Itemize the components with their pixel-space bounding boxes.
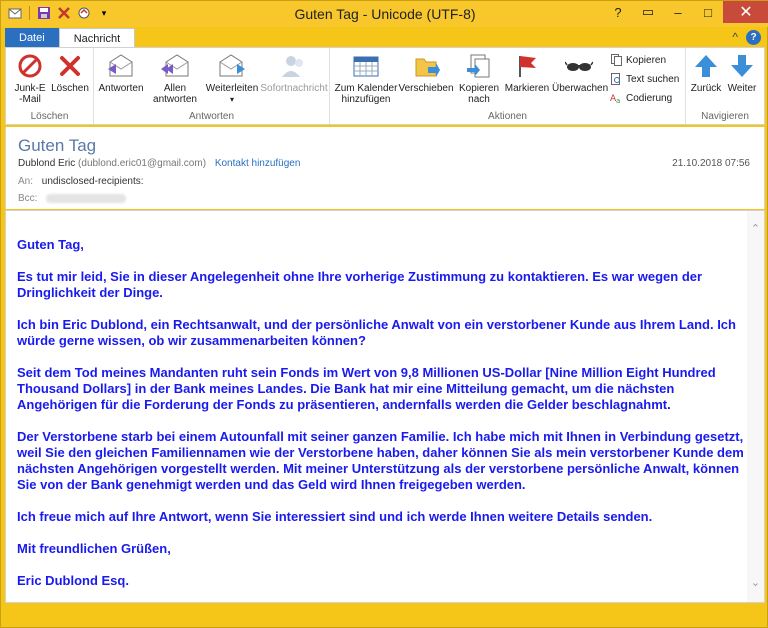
copy-button[interactable] bbox=[610, 54, 666, 66]
paragraph-apology: Es tut mir leid, Sie in dieser Angelegenheit ohne Ihre vorherige Zustimmung zu kontaktieren. Es war wegen der Dringlichkeit der Dinge. bbox=[17, 269, 703, 300]
reply-label: Antworten bbox=[98, 83, 144, 94]
ribbon-right-controls bbox=[732, 30, 761, 45]
find-text-label: Text suchen bbox=[626, 73, 680, 85]
move-label: Verschieben bbox=[398, 83, 454, 94]
delete-label: Löschen bbox=[51, 83, 89, 94]
copy-icon bbox=[610, 54, 622, 66]
people-icon bbox=[279, 52, 309, 80]
greeting: Guten Tag, bbox=[17, 237, 84, 252]
paragraph-fund: Seit dem Tod meines Mandanten ruht sein Fonds im Wert von 9,8 Millionen US-Dollar [Nine Million Eight Hundred Thousand Dollars] in der Bank meines Landes. Die Bank hat mir eine Mitteilung gemacht, um die nächsten Angehörigen für die Forderung der Fonds zu präsentieren, andernfalls werden die Gelder beschlagnahmt. bbox=[17, 365, 716, 412]
svg-text:A: A bbox=[610, 94, 617, 104]
reply-all-icon bbox=[160, 52, 190, 80]
flag-icon bbox=[512, 52, 542, 80]
window-controls bbox=[603, 1, 768, 23]
junk-icon bbox=[15, 52, 45, 80]
glasses-icon bbox=[564, 52, 594, 80]
sender-name[interactable]: Dublond Eric bbox=[18, 158, 76, 169]
customize-toolbar-icon[interactable]: ▾ bbox=[101, 7, 107, 18]
tab-datei[interactable]: Datei bbox=[5, 28, 59, 48]
group-loeschen bbox=[6, 48, 94, 124]
tab-nachricht[interactable]: Nachricht bbox=[59, 28, 135, 48]
group-antworten bbox=[94, 48, 330, 124]
add-to-calendar-button[interactable] bbox=[334, 52, 398, 105]
copy-to-button[interactable] bbox=[454, 52, 504, 105]
reply-all-button[interactable] bbox=[150, 52, 200, 105]
sender-email: (dublond.eric01@gmail.com) bbox=[78, 158, 207, 169]
to-recipients: undisclosed-recipients: bbox=[41, 176, 144, 187]
group-label-loeschen: Löschen bbox=[30, 111, 69, 122]
scroll-up-icon[interactable]: ⌃ bbox=[750, 223, 761, 235]
reply-button[interactable] bbox=[96, 52, 146, 94]
encoding-button[interactable] bbox=[610, 92, 672, 104]
find-text-button[interactable] bbox=[610, 73, 679, 85]
move-button[interactable] bbox=[398, 52, 454, 94]
forward-label: Weiterleiten bbox=[205, 83, 259, 94]
ribbon-tabs bbox=[5, 28, 135, 48]
copy-to-label: Kopieren nach bbox=[458, 83, 500, 105]
maximize-button[interactable]: □ bbox=[704, 4, 712, 20]
status-strip bbox=[5, 603, 765, 625]
group-label-navigieren: Navigieren bbox=[701, 111, 749, 122]
forward-dropdown-icon[interactable]: ▾ bbox=[229, 95, 234, 104]
flag-button[interactable] bbox=[502, 52, 552, 94]
signature: Eric Dublond Esq. bbox=[17, 573, 129, 588]
junk-label: Junk-E -Mail bbox=[14, 83, 46, 105]
instant-message-label: Sofortnachricht bbox=[260, 83, 328, 94]
close-button[interactable]: ✕ bbox=[723, 1, 768, 23]
delete-button[interactable] bbox=[50, 52, 90, 94]
group-aktionen bbox=[330, 48, 686, 124]
instant-message-button bbox=[260, 52, 328, 94]
paragraph-intro: Ich bin Eric Dublond, ein Rechtsanwalt, und der persönliche Anwalt von ein verstorbener Kunde aus Ihrem Land. Ich würde gerne wissen, ob wir zusammenarbeiten können? bbox=[17, 317, 736, 348]
message-header bbox=[5, 127, 765, 209]
back-button[interactable] bbox=[688, 52, 724, 94]
bcc-redacted bbox=[46, 194, 126, 203]
reply-all-label: Allen antworten bbox=[153, 83, 197, 105]
sender-line bbox=[18, 158, 300, 169]
ribbon bbox=[5, 47, 765, 125]
bcc-line bbox=[18, 193, 126, 204]
help-question-icon[interactable]: ? bbox=[614, 4, 622, 20]
encoding-icon bbox=[610, 92, 622, 104]
next-label: Weiter bbox=[727, 83, 757, 94]
arrow-up-icon bbox=[691, 52, 721, 80]
copy-label: Kopieren bbox=[626, 54, 667, 66]
window-title: Guten Tag - Unicode (UTF-8) bbox=[294, 6, 476, 22]
to-label: An: bbox=[18, 176, 34, 187]
sign-off: Mit freundlichen Grüßen, bbox=[17, 541, 171, 556]
message-body[interactable] bbox=[5, 210, 765, 603]
watch-label: Überwachen bbox=[552, 83, 609, 94]
encoding-label: Codierung bbox=[626, 92, 673, 104]
find-icon bbox=[610, 73, 622, 85]
scroll-down-icon[interactable]: ⌄ bbox=[750, 577, 761, 589]
message-subject: Guten Tag bbox=[18, 136, 97, 155]
title-bar bbox=[1, 1, 768, 27]
arrow-down-icon bbox=[727, 52, 757, 80]
forward-icon bbox=[217, 52, 247, 80]
group-label-aktionen: Aktionen bbox=[488, 111, 527, 122]
back-label: Zurück bbox=[690, 83, 722, 94]
reply-icon bbox=[106, 52, 136, 80]
collapse-ribbon-icon[interactable]: ^ bbox=[732, 30, 738, 44]
next-button[interactable] bbox=[724, 52, 760, 94]
paragraph-accident: Der Verstorbene starb bei einem Autounfall mit seiner ganzen Familie. Ich habe mich mit Ihnen in Verbindung gesetzt, weil Sie den gleichen Familiennamen wie der Verstorbene haben, daher können Sie als mein verstorbener Kunde dem nächsten Angehörigen vorgestellt werden. Mit meiner Unterstützung als der verstorbene persönliche Anwalt, können Sie von der Bank genehmigt werden und das Geld wird Ihnen freigegeben werden. bbox=[17, 429, 744, 492]
folder-move-icon bbox=[411, 52, 441, 80]
help-icon[interactable]: ? bbox=[746, 30, 761, 45]
forward-button[interactable] bbox=[204, 52, 260, 105]
minimize-button[interactable]: – bbox=[674, 4, 682, 20]
vertical-scrollbar[interactable] bbox=[747, 211, 764, 602]
bcc-label: Bcc: bbox=[18, 193, 38, 204]
message-date: 21.10.2018 07:56 bbox=[672, 158, 750, 169]
junk-mail-button[interactable] bbox=[10, 52, 50, 105]
group-label-antworten: Antworten bbox=[188, 111, 235, 122]
ribbon-display-icon[interactable]: ▭ bbox=[641, 4, 655, 19]
copy-to-icon bbox=[464, 52, 494, 80]
add-contact-link[interactable]: Kontakt hinzufügen bbox=[214, 158, 301, 169]
flag-label: Markieren bbox=[504, 83, 550, 94]
group-navigieren bbox=[686, 48, 764, 124]
svg-text:a: a bbox=[616, 97, 621, 104]
delete-x-icon bbox=[55, 52, 85, 80]
add-to-calendar-label: Zum Kalender hinzufügen bbox=[334, 83, 398, 105]
watch-button[interactable] bbox=[552, 52, 609, 94]
calendar-icon bbox=[351, 52, 381, 80]
to-line bbox=[18, 176, 144, 187]
message-content bbox=[17, 237, 745, 603]
paragraph-closing: Ich freue mich auf Ihre Antwort, wenn Sie interessiert sind und ich werde Ihnen weitere Details senden. bbox=[17, 509, 653, 524]
